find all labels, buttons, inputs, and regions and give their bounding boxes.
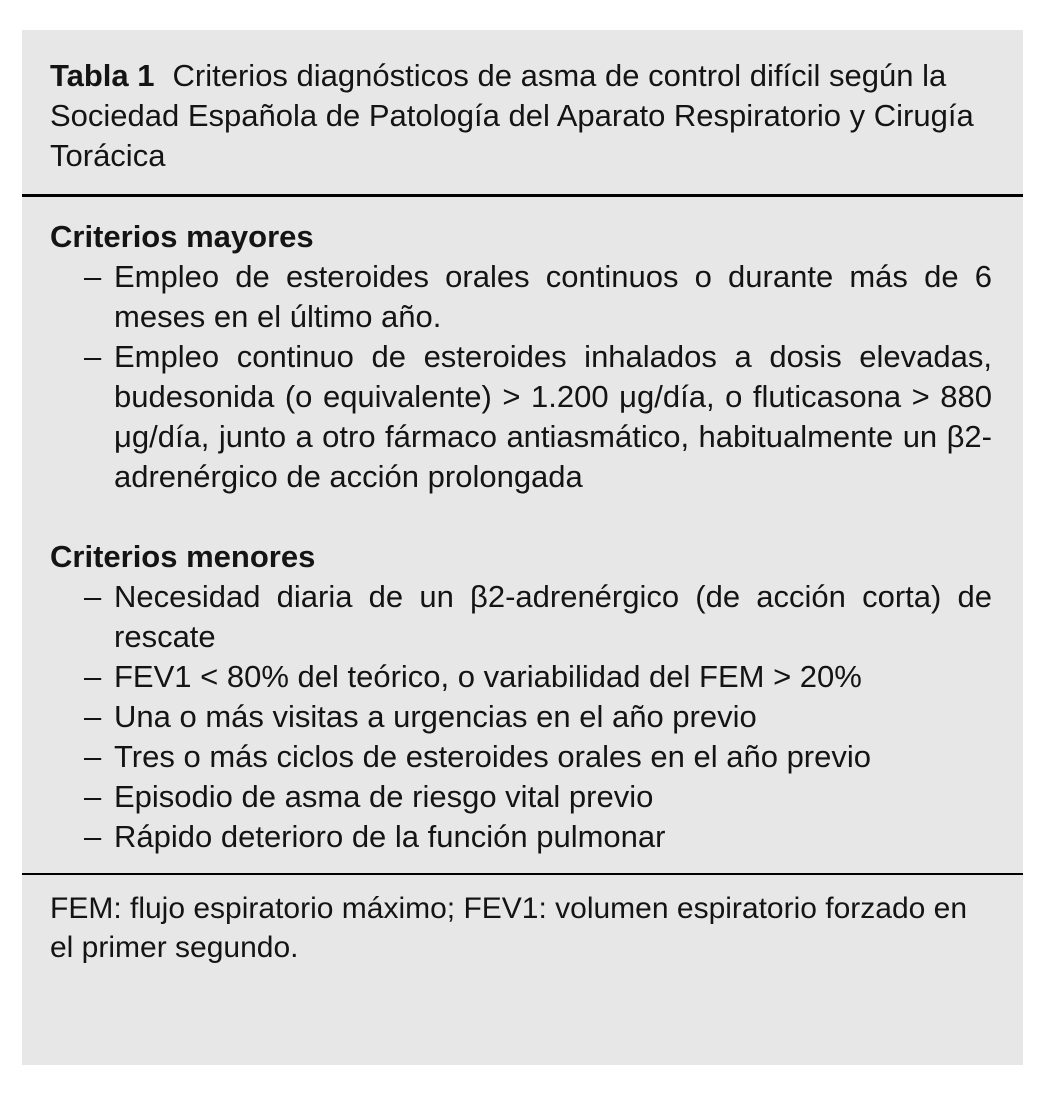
list-item [84,817,993,857]
dash-marker: – [84,258,102,294]
bottom-rule [22,873,1023,876]
criteria-list-mayores [50,257,993,497]
list-item-text: Empleo de esteroides orales continuos o durante más de 6 meses en el último año. [114,258,992,334]
table-panel [22,30,1023,1065]
dash-marker: – [84,578,102,614]
list-item [84,737,993,777]
dash-marker: – [84,698,102,734]
list-item [84,697,993,737]
list-item-text: Episodio de asma de riesgo vital previo [114,778,654,814]
dash-marker: – [84,738,102,774]
list-item-text: Empleo continuo de esteroides inhalados a dosis elevadas, budesonida (o equivalente) > 1.200 μg/día, o fluticasona > 880 μg/día, junto a otro fármaco antiasmático, habitualmente un β2-adrenérgico de acción prolongada [114,338,992,494]
table-title-block [50,56,993,176]
list-item [84,577,993,657]
dash-marker: – [84,778,102,814]
top-rule [22,194,1023,197]
dash-marker: – [84,818,102,854]
table-footnote: FEM: flujo espiratorio máximo; FEV1: volumen espiratorio forzado en el primer segundo. [50,892,968,964]
list-item [84,657,993,697]
criteria-list-menores [50,577,993,857]
list-item-text: Rápido deterioro de la función pulmonar [114,818,666,854]
list-item-text: Una o más visitas a urgencias en el año previo [114,698,757,734]
table-label: Tabla 1 [50,58,155,93]
dash-marker: – [84,338,102,374]
section-heading-mayores: Criterios mayores [50,218,314,254]
list-item-text: Tres o más ciclos de esteroides orales en el año previo [114,738,872,774]
list-item [84,257,993,337]
table-body [50,217,993,857]
table-title: Criterios diagnósticos de asma de control difícil según la Sociedad Española de Patología del Aparato Respiratorio y Cirugía Torácica [50,58,974,173]
list-item [84,777,993,817]
list-item-text: Necesidad diaria de un β2-adrenérgico (de acción corta) de rescate [114,578,992,654]
dash-marker: – [84,658,102,694]
list-item [84,337,993,497]
section-heading-menores: Criterios menores [50,538,316,574]
list-item-text: FEV1 < 80% del teórico, o variabilidad del FEM > 20% [114,658,862,694]
